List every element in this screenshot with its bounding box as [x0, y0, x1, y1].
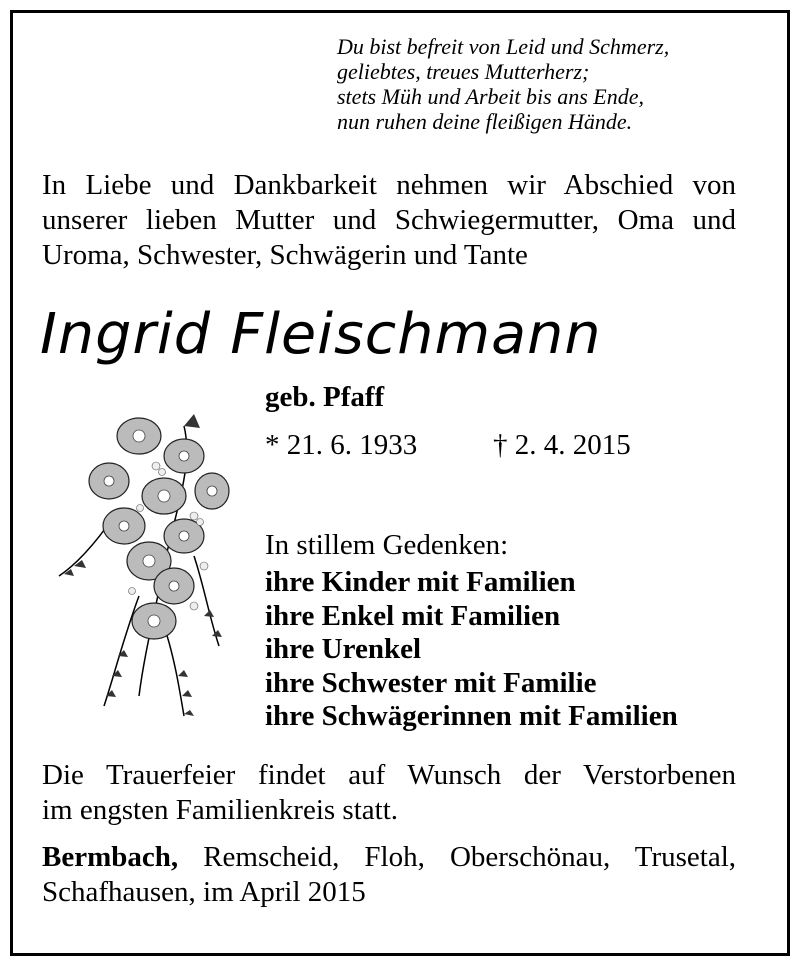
funeral-line: Die Trauerfeier findet auf Wunsch der Verstorbenen	[42, 759, 736, 791]
funeral-notice	[42, 758, 736, 828]
mourner-line: ihre Schwester mit Familie	[265, 666, 597, 699]
place-rest: Remscheid, Floh, Oberschönau, Trusetal,	[203, 841, 737, 873]
mourner-line: ihre Enkel mit Familien	[265, 599, 561, 632]
poem	[337, 34, 757, 134]
intro-text	[42, 168, 736, 273]
intro-line: Uroma, Schwester, Schwägerin und Tante	[42, 239, 528, 271]
death-date: † 2. 4. 2015	[493, 429, 631, 461]
life-dates	[265, 428, 631, 462]
poem-line: Du bist befreit von Leid und Schmerz,	[337, 34, 670, 59]
deceased-name: Ingrid Fleischmann	[40, 302, 602, 367]
maiden-name: geb. Pfaff	[265, 381, 385, 413]
poem-line: stets Müh und Arbeit bis ans Ende,	[337, 84, 644, 109]
funeral-line: im engsten Familienkreis statt.	[42, 794, 399, 826]
place-line-2: Schafhausen, im April 2015	[42, 876, 366, 908]
orchid-bouquet-icon	[44, 396, 234, 726]
poem-line: geliebtes, treues Mutterherz;	[337, 59, 590, 84]
place-and-date	[42, 840, 736, 910]
intro-line: unserer lieben Mutter und Schwiegermutter, Oma und	[42, 204, 736, 236]
place-line	[42, 840, 736, 875]
place-bold: Bermbach,	[42, 841, 179, 873]
intro-line: In Liebe und Dankbarkeit nehmen wir Abschied von	[42, 169, 736, 201]
mourner-line: ihre Kinder mit Familien	[265, 566, 576, 598]
poem-line: nun ruhen deine fleißigen Hände.	[337, 109, 633, 134]
mourners-list	[265, 566, 678, 734]
memorial-heading: In stillem Gedenken:	[265, 529, 509, 561]
mourner-line: ihre Schwägerinnen mit Familien	[265, 700, 678, 732]
birth-date: * 21. 6. 1933	[265, 429, 418, 461]
mourner-line: ihre Urenkel	[265, 633, 422, 665]
